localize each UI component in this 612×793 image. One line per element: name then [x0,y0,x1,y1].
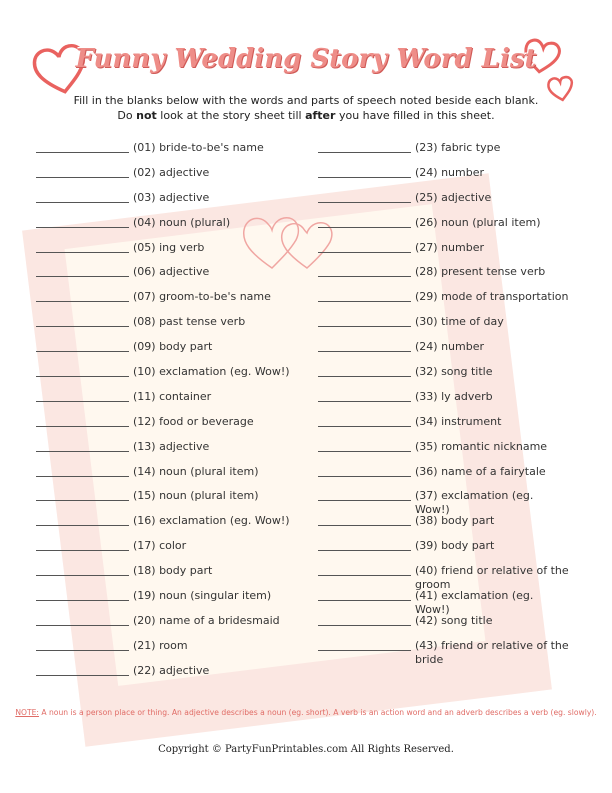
word-prompt-label: (30) time of day [415,315,504,329]
word-prompt-label: (33) ly adverb [415,389,493,403]
word-list-item [318,141,570,166]
word-list-item [36,166,290,191]
answer-blank-line[interactable] [318,191,411,203]
instructions-text: Do [117,109,137,122]
word-list-item [318,216,570,241]
answer-blank-line[interactable] [318,489,411,501]
word-prompt-label: (09) body part [133,340,213,354]
word-list-item [318,614,570,639]
instructions-text: look at the story sheet till [156,109,306,122]
word-list-item [36,465,290,490]
word-prompt-label: (10) exclamation (eg. Wow!) [133,365,290,379]
word-prompt-label: (43) friend or relative of the bride [415,638,569,666]
answer-blank-line[interactable] [318,514,411,526]
answer-blank-line[interactable] [318,290,411,302]
word-list-item [36,141,290,166]
word-prompt-label: (41) exclamation (eg. Wow!) [415,589,537,617]
word-prompt-label: (26) noun (plural item) [415,215,541,229]
word-list-item [36,539,290,564]
word-list-item [36,241,290,266]
word-prompt-label: (06) adjective [133,265,210,279]
word-list-item [36,514,290,539]
answer-blank-line[interactable] [318,315,411,327]
answer-blank-line[interactable] [36,415,129,427]
instructions-text: you have filled in this sheet. [335,109,495,122]
word-list-item [318,514,570,539]
answer-blank-line[interactable] [318,365,411,377]
word-prompt-label: (14) noun (plural item) [133,464,259,478]
word-list-item [36,664,290,689]
word-prompt-label: (38) body part [415,514,495,528]
word-prompt-label: (28) present tense verb [415,265,546,279]
word-prompt-label: (12) food or beverage [133,414,254,428]
answer-blank-line[interactable] [318,141,411,153]
word-prompt-label: (34) instrument [415,414,502,428]
word-list-item [318,315,570,340]
word-prompt-label: (19) noun (singular item) [133,589,272,603]
word-list-item [36,589,290,614]
word-prompt-label: (35) romantic nickname [415,439,548,453]
word-list-item [36,614,290,639]
word-prompt-label: (37) exclamation (eg. Wow!) [415,489,537,517]
word-prompt-label: (29) mode of transportation [415,290,569,304]
answer-blank-line[interactable] [36,166,129,178]
answer-blank-line[interactable] [36,465,129,477]
answer-blank-line[interactable] [318,265,411,277]
word-prompt-label: (39) body part [415,539,495,553]
answer-blank-line[interactable] [318,415,411,427]
word-list-item [36,390,290,415]
word-prompt-label: (04) noun (plural) [133,215,231,229]
word-prompt-label: (08) past tense verb [133,315,246,329]
answer-blank-line[interactable] [318,390,411,402]
word-list-item [36,290,290,315]
instructions-line-2 [0,108,612,123]
word-list-item [318,589,570,617]
word-prompt-label: (11) container [133,389,212,403]
word-prompt-label: (13) adjective [133,439,210,453]
answer-blank-line[interactable] [318,340,411,352]
answer-blank-line[interactable] [36,365,129,377]
footnote-text: A noun is a person place or thing. An adjective describes a noun (eg. short). A verb is an action word and an adverb describes a verb (eg. slowly). [38,708,597,717]
word-prompt-label: (25) adjective [415,190,492,204]
word-list-item [318,639,570,664]
word-list-right-column [318,141,570,664]
answer-blank-line[interactable] [36,639,129,651]
word-list-item [36,365,290,390]
word-list-left-column [36,141,290,689]
word-prompt-label: (03) adjective [133,190,210,204]
word-prompt-label: (20) name of a bridesmaid [133,613,280,627]
answer-blank-line[interactable] [36,216,129,228]
answer-blank-line[interactable] [318,614,411,626]
answer-blank-line[interactable] [318,564,411,576]
word-prompt-label: (23) fabric type [415,141,501,154]
answer-blank-line[interactable] [318,216,411,228]
word-list-item [36,191,290,216]
answer-blank-line[interactable] [318,639,411,651]
word-prompt-label: (07) groom-to-be's name [133,290,271,304]
word-prompt-label: (24) number [415,165,485,179]
word-prompt-label: (05) ing verb [133,240,205,254]
page-title: Funny Wedding Story Word List [75,44,537,74]
word-list-item [318,390,570,415]
word-list-item [36,216,290,241]
answer-blank-line[interactable] [36,440,129,452]
copyright-line: Copyright © PartyFunPrintables.com All Rights Reserved. [158,744,454,755]
word-list-item [36,440,290,465]
word-prompt-label: (16) exclamation (eg. Wow!) [133,514,290,528]
footnote [0,708,612,717]
answer-blank-line[interactable] [36,514,129,526]
answer-blank-line[interactable] [36,564,129,576]
answer-blank-line[interactable] [318,589,411,601]
answer-blank-line[interactable] [318,440,411,452]
word-list-item [318,191,570,216]
word-list-item [36,489,290,514]
answer-blank-line[interactable] [36,315,129,327]
word-prompt-label: (17) color [133,539,187,553]
word-prompt-label: (40) friend or relative of the groom [415,564,569,592]
word-list-item [36,315,290,340]
word-list-item [36,415,290,440]
word-prompt-label: (22) adjective [133,663,210,677]
word-list-item [318,465,570,490]
answer-blank-line[interactable] [36,290,129,302]
answer-blank-line[interactable] [318,539,411,551]
answer-blank-line[interactable] [36,614,129,626]
word-prompt-label: (21) room [133,638,188,652]
answer-blank-line[interactable] [36,191,129,203]
word-prompt-label: (24) number [415,340,485,354]
answer-blank-line[interactable] [36,539,129,551]
answer-blank-line[interactable] [36,489,129,501]
word-list-item [318,365,570,390]
word-list-item [318,489,570,517]
answer-blank-line[interactable] [36,265,129,277]
word-list-item [318,340,570,365]
word-prompt-label: (32) song title [415,365,493,379]
word-list-item [318,440,570,465]
word-prompt-label: (15) noun (plural item) [133,489,259,503]
word-prompt-label: (18) body part [133,564,213,578]
instructions-line-1: Fill in the blanks below with the words and parts of speech noted beside each blank. [73,94,539,107]
word-list-item [36,639,290,664]
word-prompt-label: (27) number [415,240,485,254]
instructions-emphasis-not: not [136,109,157,122]
answer-blank-line[interactable] [36,390,129,402]
instructions [0,93,612,123]
answer-blank-line[interactable] [36,340,129,352]
answer-blank-line[interactable] [36,664,129,676]
word-list-item [318,415,570,440]
word-list-item [36,564,290,589]
word-list-item [318,539,570,564]
answer-blank-line[interactable] [318,241,411,253]
word-prompt-label: (01) bride-to-be's name [133,141,264,154]
word-list-item [318,241,570,266]
word-prompt-label: (02) adjective [133,165,210,179]
word-prompt-label: (42) song title [415,613,493,627]
word-list-item [318,166,570,191]
word-list-item [36,340,290,365]
instructions-emphasis-after: after [305,109,336,122]
footnote-key: NOTE: [15,708,39,717]
word-list-item [318,290,570,315]
answer-blank-line[interactable] [36,589,129,601]
answer-blank-line[interactable] [36,141,129,153]
word-prompt-label: (36) name of a fairytale [415,464,546,478]
word-list-item [318,564,570,592]
answer-blank-line[interactable] [318,465,411,477]
answer-blank-line[interactable] [318,166,411,178]
word-list-item [318,265,570,290]
word-list-item [36,265,290,290]
answer-blank-line[interactable] [36,241,129,253]
